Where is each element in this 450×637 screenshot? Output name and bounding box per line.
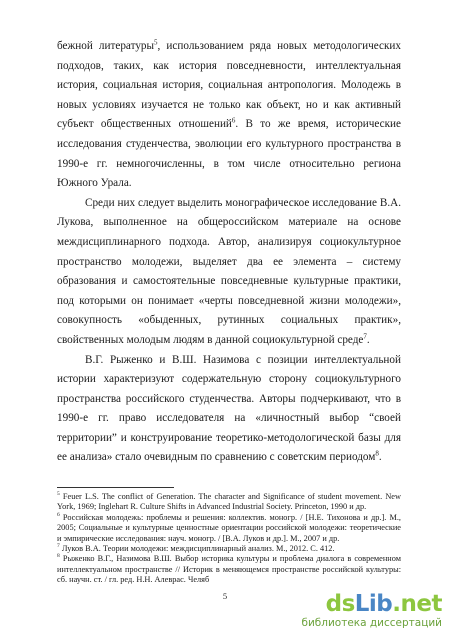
watermark-subtitle: библиотека диссертаций xyxy=(301,617,442,629)
paragraph-text: . xyxy=(366,333,370,346)
paragraph xyxy=(57,37,401,194)
paragraph-text: , использованием ряда новых методологических подходов, таких, как история повседневности, интеллектуальная история, социальная история, социальная антропология. Молодежь в новых условиях изучается не только как объект, но и как активный субъект общественных отношений xyxy=(57,40,402,131)
watermark-logo-lib: Lib xyxy=(354,591,393,617)
footnote-text: Рыженко В.Г., Назимова В.Ш. Выбор историка культуры и проблема диалога в современном интеллектуальном пространстве // Историк в меняющемся пространстве российской культуры: сб. научн. ст. / гл. ред. Н.Н. Алеврас. Челяб xyxy=(57,554,401,585)
paragraph xyxy=(57,351,401,469)
footnotes xyxy=(57,492,401,586)
footnote xyxy=(57,554,401,585)
paragraph-text: бежной литературы xyxy=(57,40,155,52)
main-text xyxy=(57,37,401,468)
footnote xyxy=(57,544,401,554)
paragraph-text: В.Г. Рыженко и В.Ш. Назимова с позиции интеллектуальной истории характеризуют содержательную сторону социокультурного пространства российского студенчества. Авторы подчеркивают, что в 1990-е гг. право исследователя на «личностный выбор “своей территории” и конструирование теоретико-методологической базы для ее анализа» стало очевидным по сравнению с советским периодом xyxy=(57,353,401,464)
paragraph-text: . В то же время, исторические исследования студенчества, эволюции его культурного пространства в 1990-е гг. немногочисленны, в том числе относительно региона Южного Урала. xyxy=(57,118,401,190)
footnote-ref: 5 xyxy=(154,38,158,47)
footnote-number: 7 xyxy=(57,543,60,550)
footnote-number: 5 xyxy=(57,491,60,498)
footnote xyxy=(57,492,401,513)
footnote-text: Луков В.А. Теории молодежи: междисциплинарный анализ. М., 2012. С. 412. xyxy=(59,544,335,554)
watermark-logo xyxy=(301,592,442,616)
footnote-ref: 7 xyxy=(363,332,367,341)
footnote-ref: 6 xyxy=(231,116,236,125)
page-number: 5 xyxy=(222,591,228,601)
footnote-text: Feuer L.S. The conflict of Generation. The character and Significance of student movement. New York, 1969; Inglehart R. Culture Shifts in Advanced Industrial Society. Princeton, 1990 и др. xyxy=(57,492,401,512)
dslib-watermark xyxy=(301,592,442,630)
paragraph-text: Среди них следует выделить монографическое исследование В.А. Лукова, выполненное на общероссийском материале на основе междисциплинарного подхода. Автор, анализируя социокультурное пространство молодежи, выделяет два ее элемента – систему образования и самостоятельные повседневные культурные практики, под которыми он понимает «черты повседневной жизни молодежи», совокупность «обыденных, рутинных социальных практик», свойственных молодым людям в данной социокультурной среде xyxy=(57,196,401,346)
paragraph-text: . xyxy=(378,451,382,464)
watermark-logo-tld: .net xyxy=(392,591,442,617)
footnote-separator xyxy=(57,487,174,488)
footnote-number: 6 xyxy=(57,512,60,519)
footnote-text: Российская молодежь: проблемы и решения: коллектив. моногр. / [Н.Е. Тихонова и др.]. М., 2005; Социальные и культурные ценностные ориентации российской молодежи: теоретические и эмпирические исследования: науч. моногр. / [В.А. Луков и др.]. М., 2007 и др. xyxy=(57,512,401,543)
footnote xyxy=(57,513,401,544)
paragraph xyxy=(57,194,401,351)
footnote-ref: 8 xyxy=(375,449,379,458)
footnote-number: 8 xyxy=(57,553,60,560)
watermark-logo-ds: ds xyxy=(325,591,355,617)
